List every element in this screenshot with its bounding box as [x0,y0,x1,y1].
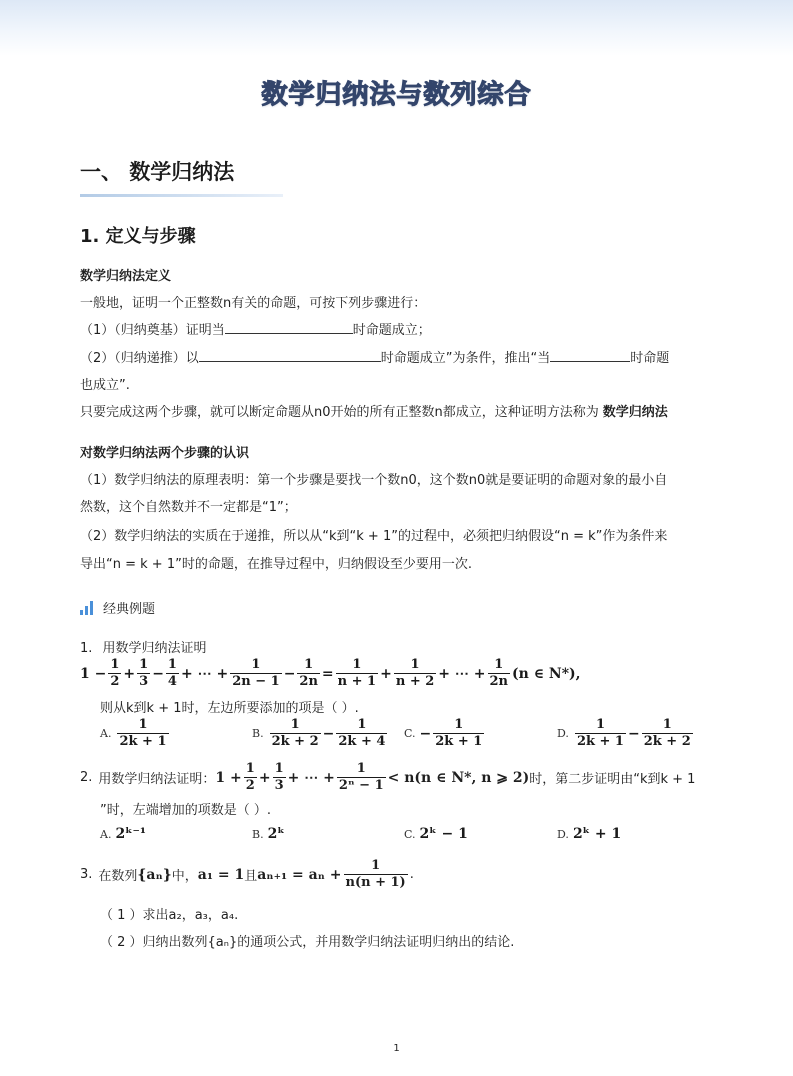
step-1-text: （1）（归纳奠基）证明当 [80,323,225,338]
operator: = [321,665,334,682]
operator: − [152,665,164,682]
examples-heading [80,598,155,617]
option-label: B. [252,827,264,841]
question-text-continued: 时，第二步证明由“k到k + 1 [529,772,696,787]
fraction: $\frac{1}{n + 1}$ [337,657,377,689]
fraction: $\frac{1}{2n}$ [489,657,509,689]
step-2 [80,347,669,366]
question-3-part-1: （ 1 ）求出a₂，a₃，a₄. [100,908,239,923]
operator: + ⋯ + [438,665,486,682]
formula-condition: (n ∈ N*), [512,665,581,682]
step-2-mid: 时命题成立”为条件，推出“当 [380,351,551,366]
fraction: $\frac{1}{2k + 1}$ [576,717,624,749]
fraction: $\frac{1}{2k + 1}$ [119,717,167,749]
question-text: 用数学归纳法证明： [98,772,216,787]
option-value: 2ᵏ [267,826,285,842]
formula-term: 1 − [80,665,107,682]
fraction: $\frac{1}{4}$ [167,657,177,689]
operator: + [123,665,136,682]
fraction: $\frac{1}{2k + 2}$ [271,717,319,749]
fraction: $\frac{1}{2k + 2}$ [643,717,691,749]
question-1-line-2: 则从k到k + 1时，左边所要添加的项是（ ）. [100,701,359,716]
fraction: $\frac{1}{2n - 1}$ [232,657,280,689]
knowledge-1-continued: 然数，这个自然数并不一定都是“1”； [80,500,297,515]
question-1-formula [80,657,581,690]
fraction: $\frac{1}{n + 2}$ [395,657,435,689]
option-b [252,826,285,842]
subsection-heading: 1. 定义与步骤 [80,226,196,247]
operator: + ⋯ + [180,665,229,682]
option-label: D. [557,727,569,740]
question-text: 用数学归纳法证明 [102,641,207,656]
question-2 [80,761,695,794]
operator: − [322,725,335,742]
conclusion-line [80,401,668,420]
fill-blank [550,349,630,362]
step-2-continued: 也成立”. [80,378,130,393]
recurrence: aₙ₊₁ = aₙ + [257,866,342,883]
fraction: $\frac{1}{3}$ [274,761,284,793]
option-label: D. [557,827,569,841]
question-text: 在数列 [98,869,138,884]
page-number: 1 [393,1043,400,1054]
knowledge-2-continued: 导出“n = k + 1”时的命题，在推导过程中，归纳假设至少要用一次. [80,557,472,572]
sequence: {aₙ} [137,866,172,883]
question-text: 且 [244,869,258,884]
fraction: $\frac{1}{n(n + 1)}$ [345,858,406,890]
fraction: $\frac{1}{2n}$ [299,657,318,689]
fraction: $\frac{1}{\text{2ⁿ − 1}}$ [338,761,384,793]
option-c [404,826,468,842]
operator: + ⋯ + [287,769,335,786]
fraction: $\frac{1}{2k + 4}$ [338,717,386,749]
formula-term: 1 + [215,769,242,786]
option-label: A. [100,727,112,740]
section-heading: 一、 数学归纳法 [80,160,235,184]
fill-blank [199,349,381,362]
question-3-part-2: （ 2 ）归纳出数列{aₙ}的通项公式，并用数学归纳法证明归纳出的结论. [100,935,515,950]
condition: a₁ = 1 [197,866,245,883]
header-band [0,0,793,56]
operator: + [258,769,271,786]
question-3 [80,858,414,891]
fraction: $\frac{1}{3}$ [139,657,149,689]
knowledge-2: （2）数学归纳法的实质在于递推，所以从“k到“k + 1”的过程中，必须把归纳假设“n = k”作为条件来 [80,529,668,544]
step-1-end: 时命题成立； [352,323,431,338]
option-c [404,717,486,750]
formula-condition: < n(n ∈ N*, n ⩾ 2) [387,769,530,786]
question-text: 中， [171,869,198,884]
option-d [557,826,621,842]
method-name: 数学归纳法 [602,405,668,420]
question-number: 2. [80,770,93,785]
operator: − [283,665,296,682]
operator: − [419,725,432,742]
option-value: 2ᵏ⁻¹ [115,826,147,842]
option-d [557,717,695,750]
option-label: A. [100,827,112,841]
fraction: $\frac{1}{2}$ [245,761,255,793]
bar-chart-icon [80,601,93,615]
step-2-text: （2）（归纳递推）以 [80,351,199,366]
option-a [100,717,171,750]
option-value: 2ᵏ + 1 [572,826,622,842]
operator: + [380,665,392,682]
punctuation: . [409,867,414,882]
section-underline [80,194,283,197]
definition-line: 一般地，证明一个正整数n有关的命题，可按下列步骤进行： [80,296,427,311]
document-title: 数学归纳法与数列综合 [261,80,532,110]
examples-heading-label: 经典例题 [103,602,156,617]
option-a [100,826,146,842]
option-label: C. [404,827,416,841]
step-1 [80,319,431,338]
option-b [252,717,389,750]
operator: − [627,725,640,742]
question-number: 1. [80,641,93,656]
knowledge-1: （1）数学归纳法的原理表明：第一个步骤是要找一个数n0，这个数n0就是要证明的命题对象的最小自 [80,473,668,488]
fraction: $\frac{1}{2k + 1}$ [435,717,483,749]
fill-blank [225,321,353,334]
step-2-end: 时命题 [630,351,670,366]
option-value: 2ᵏ − 1 [419,826,468,842]
option-label: B. [252,727,264,740]
question-2-line-2: ”时，左端增加的项数是（ ）. [100,803,271,818]
fraction: $\frac{1}{2}$ [110,657,120,689]
conclusion-text: 只要完成这两个步骤，就可以断定命题从n0开始的所有正整数n都成立，这种证明方法称为 [80,405,599,420]
question-number: 3. [80,867,93,882]
question-1 [80,637,207,656]
knowledge-title: 对数学归纳法两个步骤的认识 [80,446,250,461]
option-label: C. [404,727,416,740]
definition-title: 数学归纳法定义 [80,269,172,284]
